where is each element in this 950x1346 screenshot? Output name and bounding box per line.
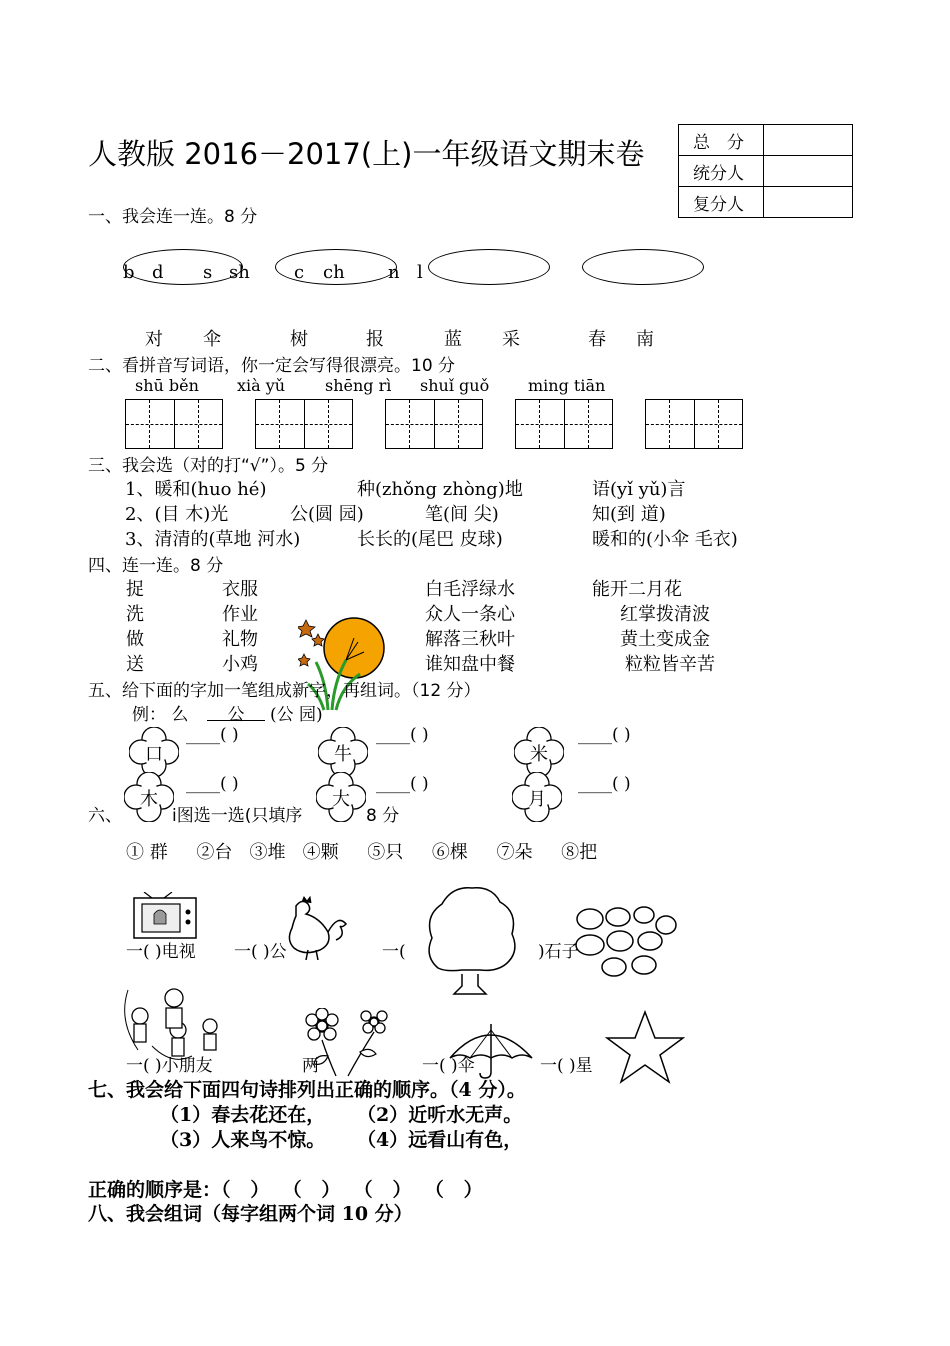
answer-blank[interactable]: ____( ): [376, 725, 429, 745]
poem-line-right: 粒粒皆辛苦: [625, 654, 715, 675]
stones-picture: [570, 905, 680, 981]
char: 蓝: [444, 329, 462, 350]
flower-char-text: 牛: [334, 744, 352, 765]
answer-blank[interactable]: ____( ): [578, 725, 631, 745]
flower-char-text: 木: [140, 789, 158, 810]
section-6-heading-a: 六、: [88, 806, 122, 826]
char: 伞: [203, 329, 221, 350]
letter: n: [388, 262, 400, 283]
noun: 礼物: [222, 629, 258, 650]
noun: 作业: [222, 604, 258, 625]
poem-line-left: 谁知盘中餐: [425, 654, 515, 675]
char: 南: [636, 329, 654, 350]
stones-blank[interactable]: )石子: [538, 942, 579, 962]
writing-grid[interactable]: [385, 399, 483, 449]
flower-char: [318, 727, 368, 777]
letter: c: [294, 262, 305, 283]
char: 采: [502, 329, 520, 350]
poem-line: （1）春去花还在，: [160, 1104, 326, 1126]
letter: d: [152, 262, 164, 283]
flower-char-text: 月: [528, 789, 546, 810]
section-6-heading-c: 8 分: [366, 806, 400, 826]
verb: 洗: [126, 604, 144, 625]
poem-line-right: 黄土变成金: [620, 629, 710, 650]
verb: 送: [126, 654, 144, 675]
poem-line-right: 红掌拨清波: [620, 604, 710, 625]
writing-grid[interactable]: [255, 399, 353, 449]
choice-item[interactable]: 1、暖和(huo hé): [125, 479, 267, 500]
answer-blank[interactable]: ____( ): [376, 774, 429, 794]
flower-char: [512, 772, 562, 822]
measure-word-options: ① 群 ②台 ③堆 ④颗 ⑤只 ⑥棵 ⑦朵 ⑧把: [126, 842, 598, 863]
letter: b: [123, 262, 135, 283]
noun: 小鸡: [222, 654, 258, 675]
star-picture: [604, 1008, 686, 1086]
score-table: [678, 124, 853, 218]
kids-blank[interactable]: 一( )小朋友: [126, 1056, 213, 1076]
pinyin: xià yǔ: [237, 376, 286, 395]
example-answer: 公: [207, 700, 265, 721]
choice-item[interactable]: 知(到 道): [592, 504, 666, 525]
choice-item[interactable]: 笔(间 尖): [425, 504, 499, 525]
writing-grid[interactable]: [515, 399, 613, 449]
answer-oval: [428, 249, 550, 285]
letter: s: [203, 262, 213, 283]
answer-oval: [123, 249, 243, 285]
letter: sh: [229, 262, 250, 283]
poem-line-left: 众人一条心: [425, 604, 515, 625]
flower-char-text: 口: [145, 744, 163, 765]
verb: 做: [126, 629, 144, 650]
noun: 衣服: [222, 579, 258, 600]
score-label-total: 总 分: [679, 125, 764, 156]
pinyin: shēng rì: [325, 376, 392, 395]
section-2-heading: 二、看拼音写词语，你一定会写得很漂亮。10 分: [88, 356, 456, 376]
score-label-reviewer: 复分人: [679, 187, 764, 218]
pinyin: shū běn: [135, 376, 199, 395]
char: 春: [588, 329, 606, 350]
poem-line-right: 能开二月花: [592, 579, 682, 600]
flower-char-text: 米: [530, 744, 548, 765]
answer-blank[interactable]: ____( ): [186, 725, 239, 745]
section-8-heading: 八、我会组词（每字组两个词 10 分）: [88, 1203, 413, 1225]
order-answer[interactable]: 正确的顺序是：（ ） （ ） （ ） （ ）: [88, 1179, 483, 1201]
flowers-blank[interactable]: 两: [302, 1056, 319, 1076]
char: 对: [145, 329, 163, 350]
choice-item[interactable]: 2、(目 木)光: [125, 504, 229, 525]
flower-char: [514, 727, 564, 777]
choice-item[interactable]: 种(zhǒng zhòng)地: [357, 479, 523, 500]
choice-item[interactable]: 长长的(尾巴 皮球): [357, 529, 503, 550]
star-blank[interactable]: 一( )星: [540, 1056, 593, 1076]
tv-blank[interactable]: 一( )电视: [126, 942, 196, 962]
choice-item[interactable]: 暖和的(小伞 毛衣): [592, 529, 738, 550]
poem-line: （4）远看山有色，: [357, 1129, 523, 1151]
answer-oval: [582, 249, 704, 285]
char: 树: [290, 329, 308, 350]
choice-item[interactable]: 语(yǐ yǔ)言: [592, 479, 686, 500]
poem-line-left: 白毛浮绿水: [425, 579, 515, 600]
char: 报: [366, 329, 384, 350]
flower-char-text: 大: [332, 789, 350, 810]
section-7-heading: 七、我会给下面四句诗排列出正确的顺序。（4 分）。: [88, 1079, 526, 1101]
flower-char: [124, 772, 174, 822]
answer-blank[interactable]: ____( ): [578, 774, 631, 794]
rooster-blank[interactable]: 一( )公: [234, 942, 287, 962]
tree-blank[interactable]: 一(: [382, 942, 406, 962]
writing-grid[interactable]: [645, 399, 743, 449]
flower-char: [316, 772, 366, 822]
page-title: 人教版 2016－2017(上)一年级语文期末卷: [88, 137, 645, 171]
letter: l: [417, 262, 423, 283]
answer-blank[interactable]: ____( ): [186, 774, 239, 794]
choice-item[interactable]: 公(圆 园): [290, 504, 364, 525]
flower-char: [129, 727, 179, 777]
example-word: (公 园): [270, 705, 323, 725]
writing-grid[interactable]: [125, 399, 223, 449]
choice-item[interactable]: 3、清清的(草地 河水): [125, 529, 301, 550]
score-cell-total[interactable]: [764, 125, 853, 156]
section-5-heading: 五、给下面的字加一笔组成新字，再组词。（12 分）: [88, 681, 481, 701]
pinyin: shuǐ guǒ: [420, 376, 490, 395]
score-cell-counter[interactable]: [764, 156, 853, 187]
letter: ch: [323, 262, 345, 283]
verb: 捉: [126, 579, 144, 600]
umbrella-blank[interactable]: 一( )伞: [422, 1056, 475, 1076]
pinyin: ming tiān: [528, 376, 606, 395]
section-6-heading-b: i图选一选(只填序: [172, 806, 303, 826]
tree-picture: [424, 886, 516, 996]
section-1-heading: 一、我会连一连。8 分: [88, 207, 258, 227]
score-label-counter: 统分人: [679, 156, 764, 187]
poem-line-left: 解落三秋叶: [425, 629, 515, 650]
example-prefix: 例： 么: [132, 705, 189, 725]
score-cell-reviewer[interactable]: [764, 187, 853, 218]
poem-line: （2）近听水无声。: [357, 1104, 523, 1126]
section-4-heading: 四、连一连。8 分: [88, 556, 224, 576]
poem-line: （3）人来鸟不惊。: [160, 1129, 326, 1151]
section-3-heading: 三、我会选（对的打“√”）。5 分: [88, 456, 329, 476]
